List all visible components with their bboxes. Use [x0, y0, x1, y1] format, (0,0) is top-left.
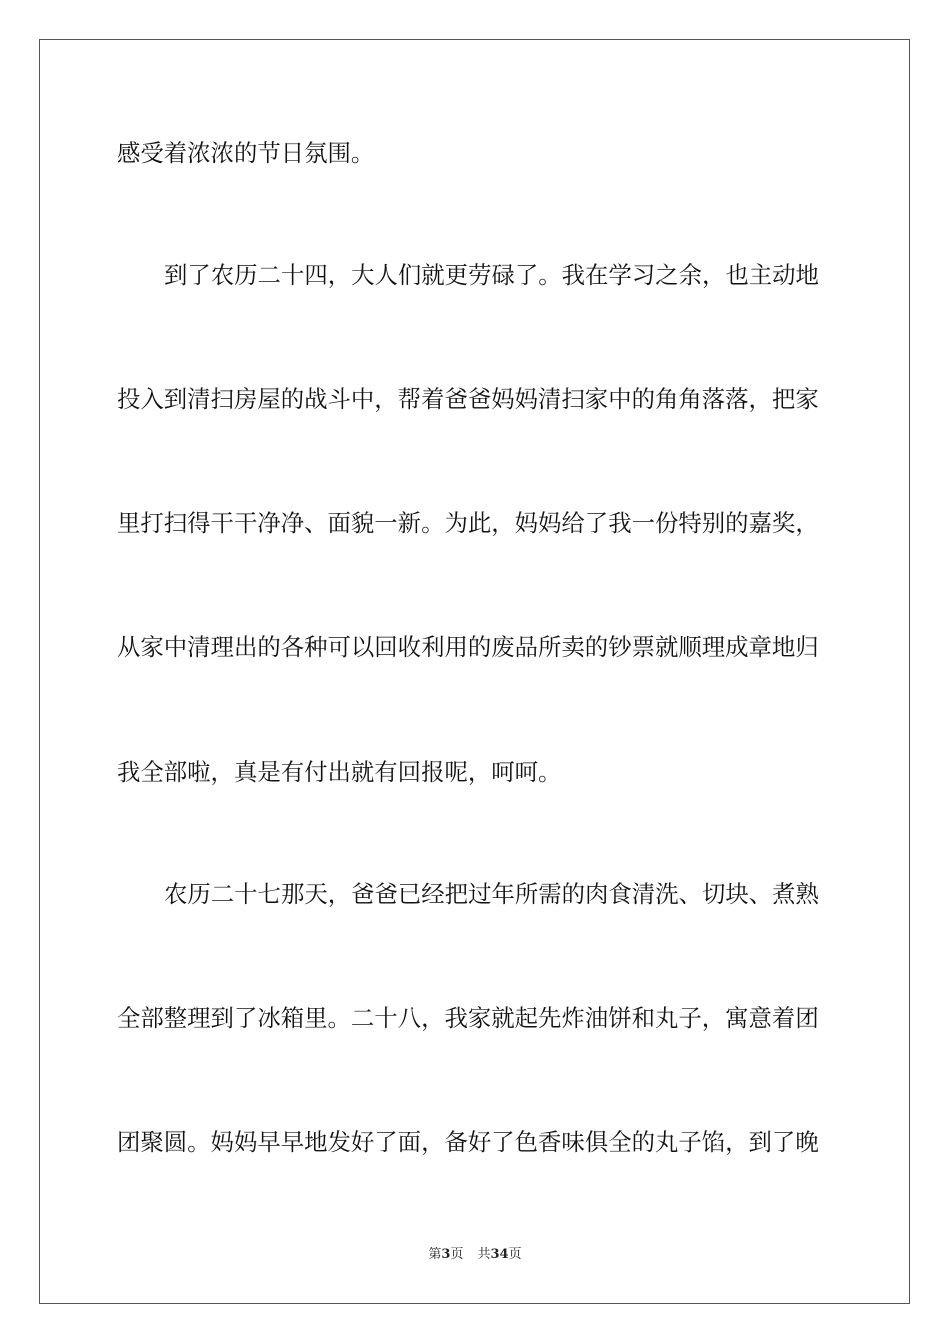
text-line: 里打扫得干干净净、面貌一新。为此，妈妈给了我一份特别的嘉奖，: [117, 509, 819, 537]
page-border: [39, 39, 910, 1304]
total-pages: 34: [490, 1247, 509, 1262]
paragraph-first-line: 农历二十七那天，爸爸已经把过年所需的肉食清洗、切块、煮熟: [164, 880, 819, 908]
text-line: 我全部啦，真是有付出就有回报呢，呵呵。: [117, 758, 562, 786]
page-prefix: 第: [428, 1247, 442, 1262]
text-line: 从家中清理出的各种可以回收利用的废品所卖的钞票就顺理成章地归: [117, 633, 819, 661]
total-suffix: 页: [508, 1247, 522, 1262]
text-line: 投入到清扫房屋的战斗中，帮着爸爸妈妈清扫家中的角角落落，把家: [117, 385, 819, 413]
text-line: 全部整理到了冰箱里。二十八，我家就起先炸油饼和丸子，寓意着团: [117, 1004, 819, 1032]
page-number: 3: [441, 1247, 451, 1262]
page-suffix: 页: [450, 1247, 464, 1262]
total-prefix: 共: [477, 1247, 491, 1262]
text-line: 团聚圆。妈妈早早地发好了面，备好了色香味俱全的丸子馅，到了晚: [117, 1128, 819, 1156]
page-footer: [0, 1246, 950, 1264]
text-line: 感受着浓浓的节日氛围。: [117, 139, 375, 167]
paragraph-first-line: 到了农历二十四，大人们就更劳碌了。我在学习之余，也主动地: [164, 261, 819, 289]
